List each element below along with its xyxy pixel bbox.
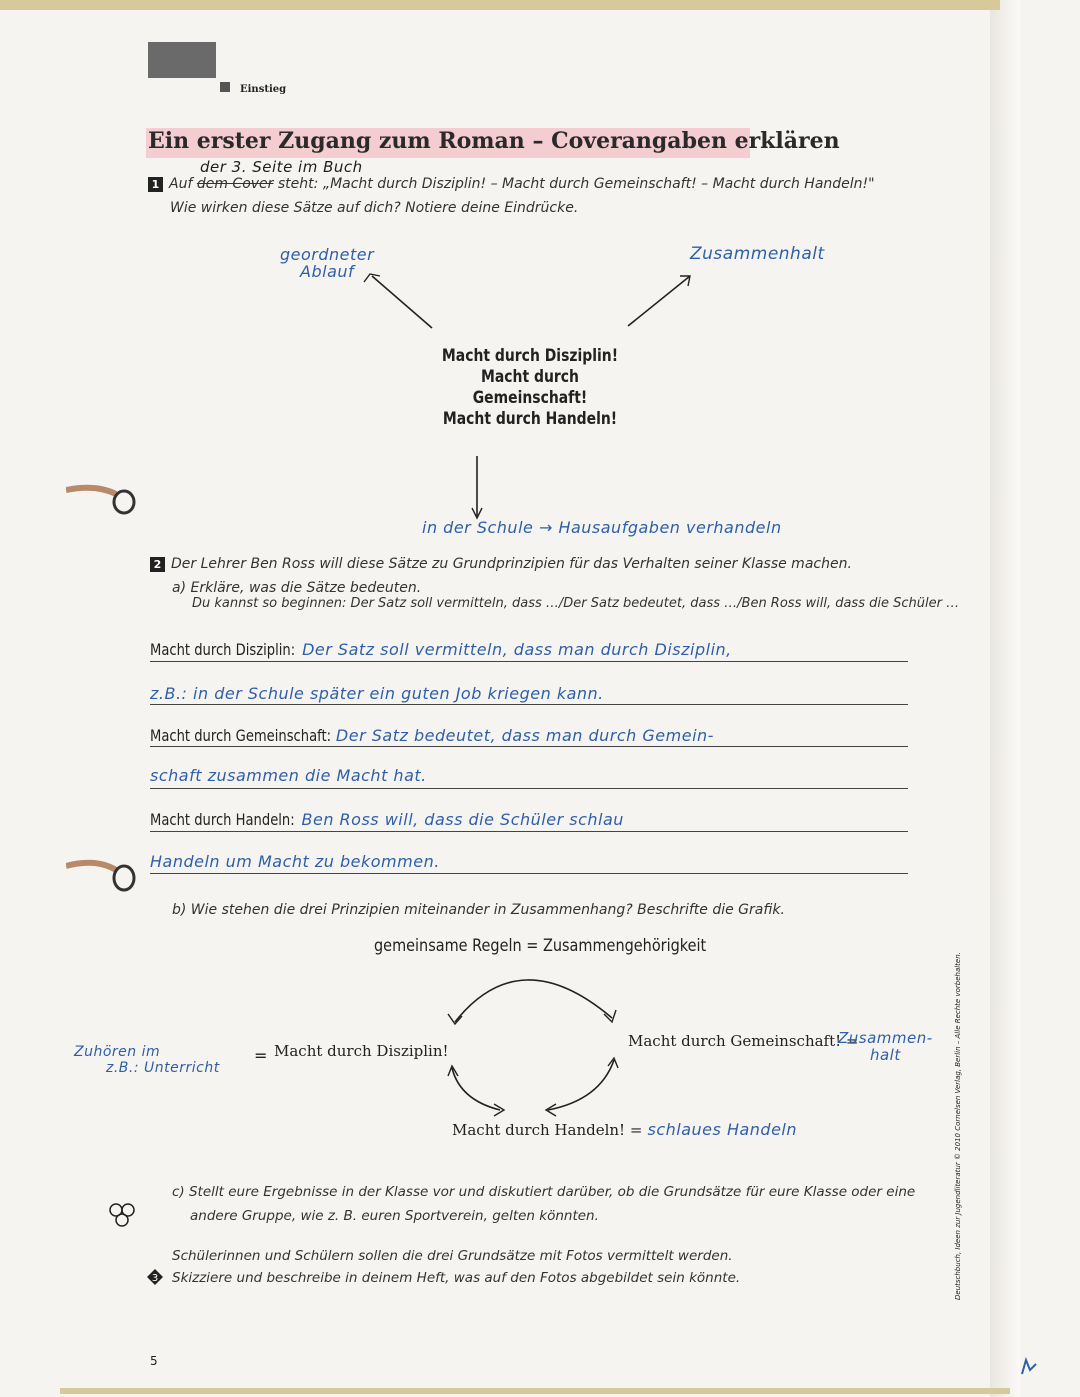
bottom-band: [60, 1388, 1010, 1394]
task3-number-icon: [146, 1268, 164, 1286]
task1-number: 1: [148, 177, 163, 192]
task2-a-hint: Du kannst so beginnen: Der Satz soll vermitteln, dass …/Der Satz bedeutet, dass …/Ben Ross will, dass die Schüler …: [192, 596, 960, 611]
b-right-label: Macht durch Gemeinschaft! =: [628, 1032, 859, 1050]
b-left-label: Macht durch Disziplin!: [274, 1042, 449, 1060]
b-left-note: Zuhören im z.B.: Unterricht: [74, 1044, 220, 1076]
note-right: Zusammenhalt: [690, 244, 825, 264]
note-left: geordneter Ablauf: [280, 245, 375, 281]
task1-line1: 1 Auf dem Cover steht: „Macht durch Disziplin! – Macht durch Gemeinschaft! – Macht durch Handeln!": [148, 176, 875, 192]
center-line: Macht durch Handeln!: [442, 409, 618, 429]
task2-intro: 2 Der Lehrer Ben Ross will diese Sätze zu Grundprinzipien für das Verhalten seiner Klasse machen.: [150, 556, 852, 572]
answer-row: z.B.: in der Schule später ein guten Job kriegen kann.: [150, 684, 604, 703]
handwritten-note-page: der 3. Seite im Buch: [200, 158, 363, 176]
struck-text: dem Cover: [196, 176, 274, 192]
center-line: Macht durch Gemeinschaft!: [472, 367, 588, 408]
section-label: Einstieg: [240, 84, 287, 95]
task3-line1: Schülerinnen und Schülern sollen die drei Grundsätze mit Fotos vermittelt werden.: [172, 1248, 733, 1264]
group-work-icon: [106, 1200, 142, 1230]
task3-line2: Skizziere und beschreibe in deinem Heft, was auf den Fotos abgebildet sein könnte.: [172, 1270, 741, 1286]
svg-text:3: 3: [151, 1273, 159, 1284]
task2-c-line2: andere Gruppe, wie z. B. euren Sportverein, gelten könnten.: [190, 1208, 599, 1224]
task2-c-line1: c) Stellt eure Ergebnisse in der Klasse vor und diskutiert darüber, ob die Grundsätze für eure Klasse oder eine: [172, 1184, 916, 1200]
task2-number: 2: [150, 557, 165, 572]
page-number: 5: [150, 1354, 158, 1368]
answer-row: Macht durch Handeln: Ben Ross will, dass die Schüler schlau: [150, 810, 624, 829]
b-top-label: gemeinsame Regeln = Zusammengehörigkeit: [374, 936, 707, 956]
b-left-eq: =: [254, 1046, 268, 1065]
page-title: Ein erster Zugang zum Roman – Coverangaben erklären: [148, 128, 840, 154]
note-bottom: in der Schule → Hausaufgaben verhandeln: [422, 518, 782, 537]
answer-row: Macht durch Gemeinschaft: Der Satz bedeutet, dass man durch Gemein-: [150, 726, 714, 745]
corner-mark-icon: [1018, 1356, 1042, 1376]
copyright: Deutschbuch, Ideen zur Jugendliteratur © 2010 Cornelsen Verlag, Berlin – Alle Rechte vorbehalten.: [954, 952, 962, 1300]
task1-line2: Wie wirken diese Sätze auf dich? Notiere deine Eindrücke.: [170, 200, 579, 216]
task2-a: a) Erkläre, was die Sätze bedeuten.: [172, 580, 422, 596]
answer-row: schaft zusammen die Macht hat.: [150, 766, 427, 785]
b-bottom-row: Macht durch Handeln! = schlaues Handeln: [452, 1120, 798, 1139]
answer-row: Handeln um Macht zu bekommen.: [150, 852, 440, 871]
center-line: Macht durch Disziplin!: [441, 346, 619, 366]
task2-b: b) Wie stehen die drei Prinzipien miteinander in Zusammenhang? Beschrifte die Grafik.: [172, 902, 785, 918]
answer-row: Macht durch Disziplin: Der Satz soll vermitteln, dass man durch Disziplin,: [150, 640, 732, 659]
b-right-note: Zusammen- halt: [838, 1029, 933, 1064]
